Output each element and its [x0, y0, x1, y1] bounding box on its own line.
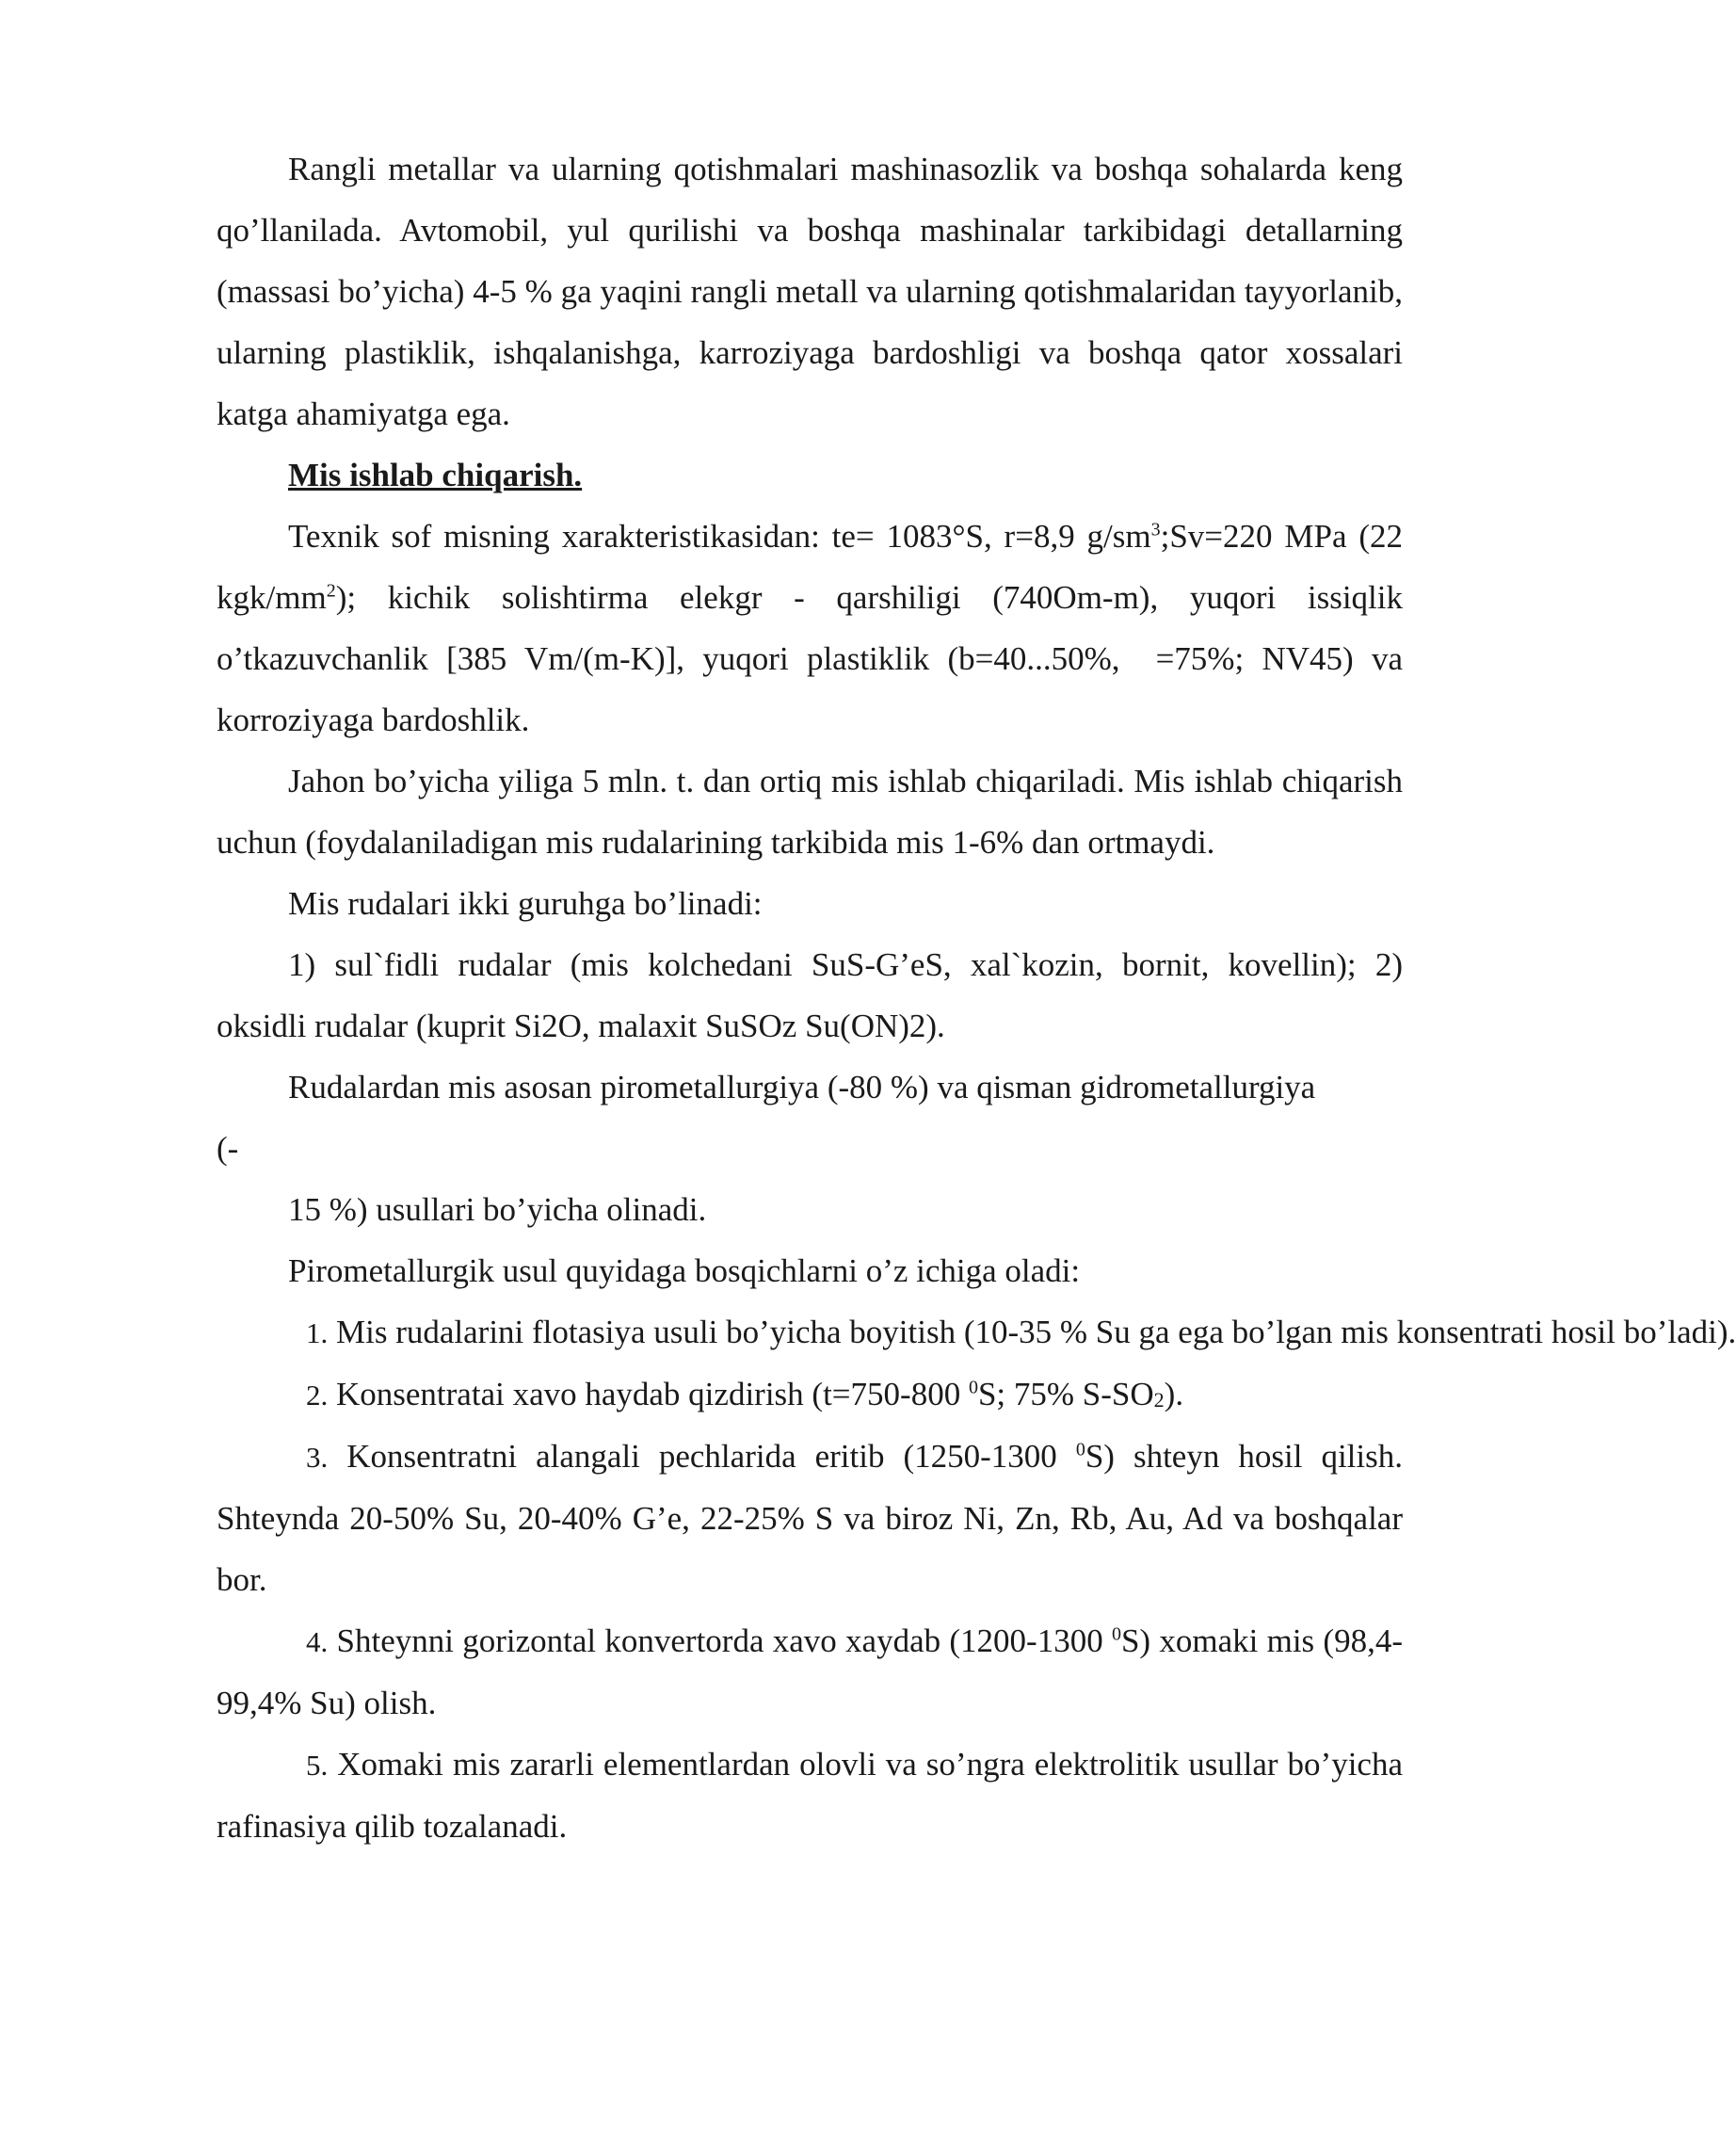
text-segment: ;Sv=220 MPa (22 kgk/mm — [217, 518, 1403, 616]
text-segment: Texnik sof misning xarakteristikasidan: te= 1083°S, r=8,9 g/sm — [288, 518, 1151, 555]
superscript: 3 — [1150, 519, 1161, 541]
paragraph-pyro-stages: Pirometallurgik usul quyidaga bosqichlarni o’z ichiga oladi: — [288, 1252, 1081, 1289]
list-item-5 — [217, 1734, 1403, 1857]
document-body — [217, 138, 1736, 1857]
text-segment: ); kichik solishtirma elekgr - qarshiligi (740Om-m), yuqori issiqlik o’tkazuvchanlik [385 Vm/(m-K)], yuqori plastiklik (b=40...50%, — [217, 579, 1403, 677]
paragraph-copper-properties — [217, 506, 1403, 750]
list-number: 3. — [306, 1441, 329, 1474]
text-segment: S; 75% S-SO — [977, 1376, 1154, 1412]
list-item-4 — [217, 1610, 1403, 1734]
paragraph-world-production: Jahon bo’yicha yiliga 5 mln. t. dan ortiq mis ishlab chiqariladi. Mis ishlab chiqarish uchun (foydalaniladigan mis rudalarining tarkibida mis 1-6% dan ortmaydi. — [217, 763, 1403, 861]
list-number: 5. — [306, 1749, 329, 1782]
list-number: 2. — [306, 1379, 329, 1412]
list-text: Mis rudalarini flotasiya usuli bo’yicha boyitish (10-35 % Su ga ega bo’lgan mis konsentrati hosil bo’ladi). — [336, 1314, 1736, 1350]
paragraph-methods-line1: Rudalardan mis asosan pirometallurgiya (-80 %) va qisman gidrometallurgiya — [288, 1069, 1316, 1105]
paragraph-intro: Rangli metallar va ularning qotishmalari mashinasozlik va boshqa sohalarda keng qo’llanilada. Avtomobil, yul qurilishi va boshqa mashinalar tarkibidagi detallarning (massasi bo’yicha) 4-5 % ga yaqini rangli metall va ularning qotishmalaridan tayyorlanib, ularning plastiklik, ishqalanishga, karroziyaga bardoshligi va boshqa qator xossalari katga ahamiyatga ega. — [217, 151, 1403, 432]
subscript: 2 — [1153, 1388, 1165, 1412]
superscript: 0 — [968, 1377, 978, 1398]
list-item-1 — [217, 1301, 1736, 1364]
superscript: 0 — [1111, 1623, 1121, 1645]
list-number: 4. — [306, 1625, 329, 1658]
text-segment: Shteynni gorizontal konvertorda xavo xaydab (1200-1300 — [336, 1622, 1112, 1659]
text-segment: =75%; NV45) va korroziyaga bardoshlik. — [217, 640, 1403, 738]
list-item-2 — [217, 1364, 1403, 1426]
superscript: 0 — [1075, 1439, 1085, 1460]
text-segment: S) shteyn hosil qilish. Shteynda 20-50% Su, 20-40% G’e, 22-25% S va biroz Ni, Zn, Rb, Au, Ad va boshqalar bor. — [217, 1438, 1403, 1598]
superscript: 2 — [326, 580, 336, 602]
text-segment: Konsentratni alangali pechlarida eritib (1250-1300 — [346, 1438, 1076, 1475]
list-number: 1. — [306, 1316, 329, 1349]
paragraph-methods-line2: (- — [217, 1130, 239, 1167]
text-segment: ). — [1164, 1376, 1184, 1412]
paragraph-ore-groups: Mis rudalari ikki guruhga bo’linadi: — [288, 885, 763, 922]
section-heading: Mis ishlab chiqarish. — [288, 457, 583, 493]
text-segment: S) xomaki mis (98,4-99,4% Su) olish. — [217, 1622, 1403, 1721]
list-text: Xomaki mis zararli elementlardan olovli va so’ngra elektrolitik usullar bo’yicha rafinasiya qilib tozalanadi. — [217, 1746, 1404, 1845]
paragraph-ore-types: 1) sul`fidli rudalar (mis kolchedani SuS-G’eS, xal`kozin, bornit, kovellin); 2) oksidli rudalar (kuprit Si2O, malaxit SuSOz Su(ON)2). — [217, 946, 1403, 1044]
paragraph-methods-line3: 15 %) usullari bo’yicha olinadi. — [288, 1191, 707, 1228]
list-item-3 — [217, 1426, 1403, 1610]
text-segment: Konsentratai xavo haydab qizdirish (t=750-800 — [336, 1376, 969, 1412]
